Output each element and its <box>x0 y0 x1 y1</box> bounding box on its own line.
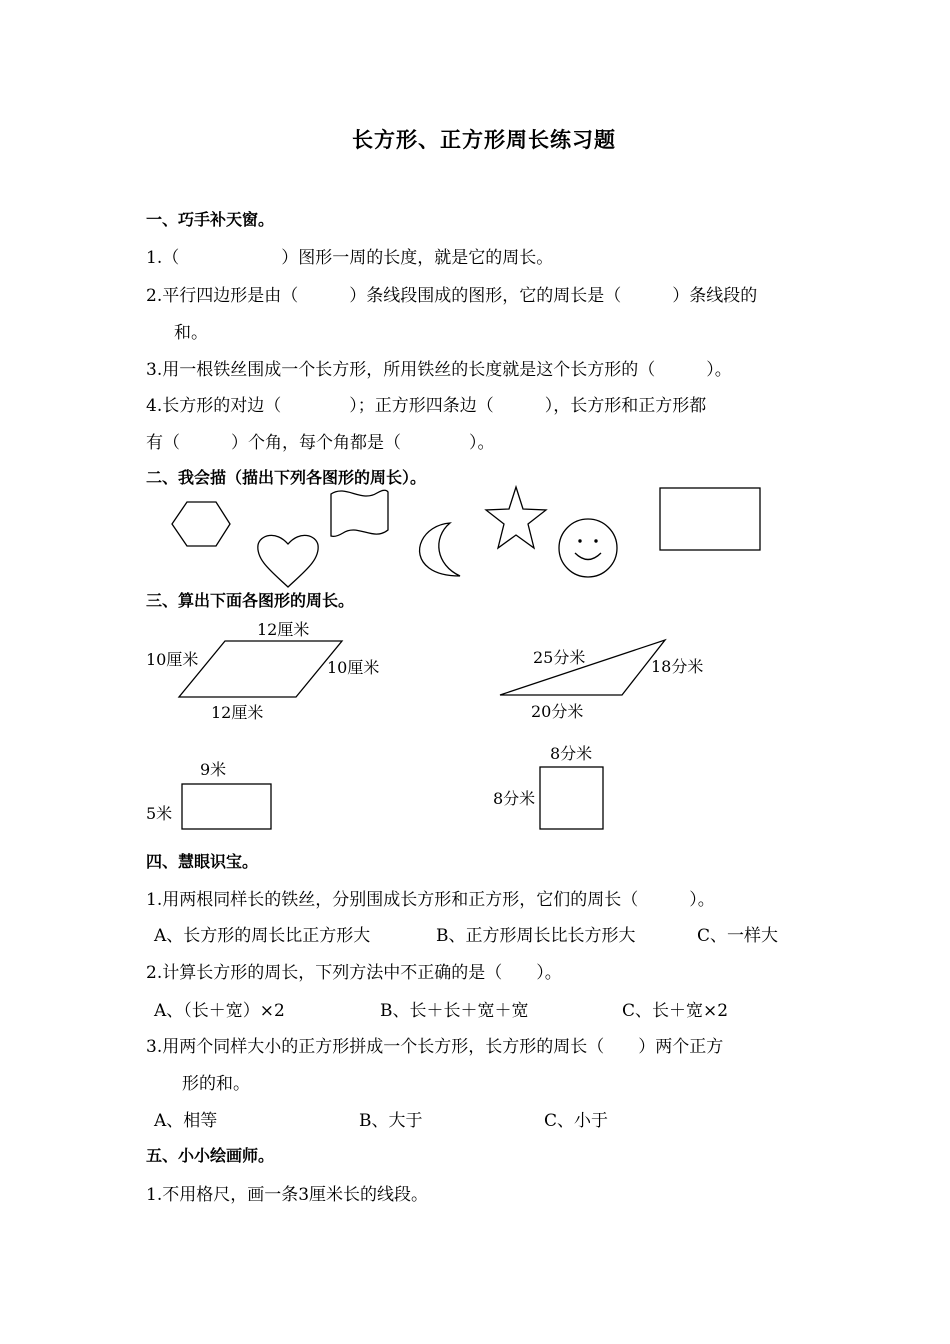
para-top-label: 12厘米 <box>257 620 310 639</box>
tri-label-b: 18分米 <box>651 657 704 676</box>
s4-q2-option-b: B、长＋长＋宽＋宽 <box>380 1001 529 1021</box>
s4-q1-option-a: A、长方形的周长比正方形大 <box>154 926 371 946</box>
s4-q3-option-c: C、小于 <box>544 1111 609 1131</box>
s1-question-3: 3.用一根铁丝围成一个长方形，所用铁丝的长度就是这个长方形的（ ）。 <box>146 360 732 380</box>
s4-question-3: 3.用两个同样大小的正方形拼成一个长方形，长方形的周长（ ）两个正方 <box>146 1037 724 1057</box>
section-3-heading: 三、算出下面各图形的周长。 <box>146 591 355 610</box>
para-bottom-label: 12厘米 <box>211 703 264 722</box>
s1-question-2-cont: 和。 <box>174 323 208 343</box>
heart-shape <box>258 535 318 587</box>
section-2-heading: 二、我会描（描出下列各图形的周长）。 <box>146 468 427 487</box>
s4-q2-option-a: A、（长＋宽）×2 <box>154 1001 285 1021</box>
section-4-heading: 四、慧眼识宝。 <box>146 852 259 871</box>
s4-q3-option-b: B、大于 <box>359 1111 423 1131</box>
rectangle-shape <box>660 488 760 550</box>
section-5-heading: 五、小小绘画师。 <box>146 1146 275 1165</box>
hexagon-shape <box>172 502 230 546</box>
section-1-heading: 一、巧手补天窗。 <box>146 210 275 229</box>
s1-question-4: 4.长方形的对边（ ）；正方形四条边（ ），长方形和正方形都 <box>146 396 707 416</box>
flag-shape <box>331 490 388 536</box>
para-left-label: 10厘米 <box>146 650 199 669</box>
s4-question-3-cont: 形的和。 <box>182 1074 250 1094</box>
s4-question-2: 2.计算长方形的周长，下列方法中不正确的是（ ）。 <box>146 963 562 983</box>
para-right-label: 10厘米 <box>327 658 380 677</box>
parallelogram-figure <box>179 641 342 697</box>
s1-question-1: 1.（ ）图形一周的长度，就是它的周长。 <box>146 248 554 268</box>
s1-question-2: 2.平行四边形是由（ ）条线段围成的图形，它的周长是（ ）条线段的 <box>146 286 758 306</box>
rect-height-label: 5米 <box>146 804 173 823</box>
s4-question-1: 1.用两根同样长的铁丝，分别围成长方形和正方形，它们的周长（ ）。 <box>146 890 715 910</box>
s1-question-4-cont: 有（ ）个角，每个角都是（ ）。 <box>146 433 495 453</box>
smiley-face-shape <box>559 519 617 577</box>
s4-q3-option-a: A、相等 <box>154 1111 218 1131</box>
s4-q1-option-b: B、正方形周长比长方形大 <box>436 926 636 946</box>
s4-q1-option-c: C、一样大 <box>697 926 779 946</box>
s4-q2-option-c: C、长＋宽×2 <box>622 1001 729 1021</box>
tri-label-c: 20分米 <box>531 702 584 721</box>
smiley-right-eye <box>594 539 597 542</box>
star-shape <box>486 487 546 548</box>
s5-question-1: 1.不用格尺，画一条3厘米长的线段。 <box>146 1185 429 1205</box>
smiley-left-eye <box>578 539 581 542</box>
smiley-mouth <box>575 553 601 560</box>
rectangle-figure <box>182 784 271 829</box>
page-title: 长方形、正方形周长练习题 <box>352 127 616 152</box>
rect-width-label: 9米 <box>200 760 227 779</box>
square-width-label: 8分米 <box>550 744 593 763</box>
tri-label-a: 25分米 <box>533 648 586 667</box>
moon-shape <box>420 523 460 576</box>
square-height-label: 8分米 <box>493 789 536 808</box>
square-figure <box>540 767 603 829</box>
